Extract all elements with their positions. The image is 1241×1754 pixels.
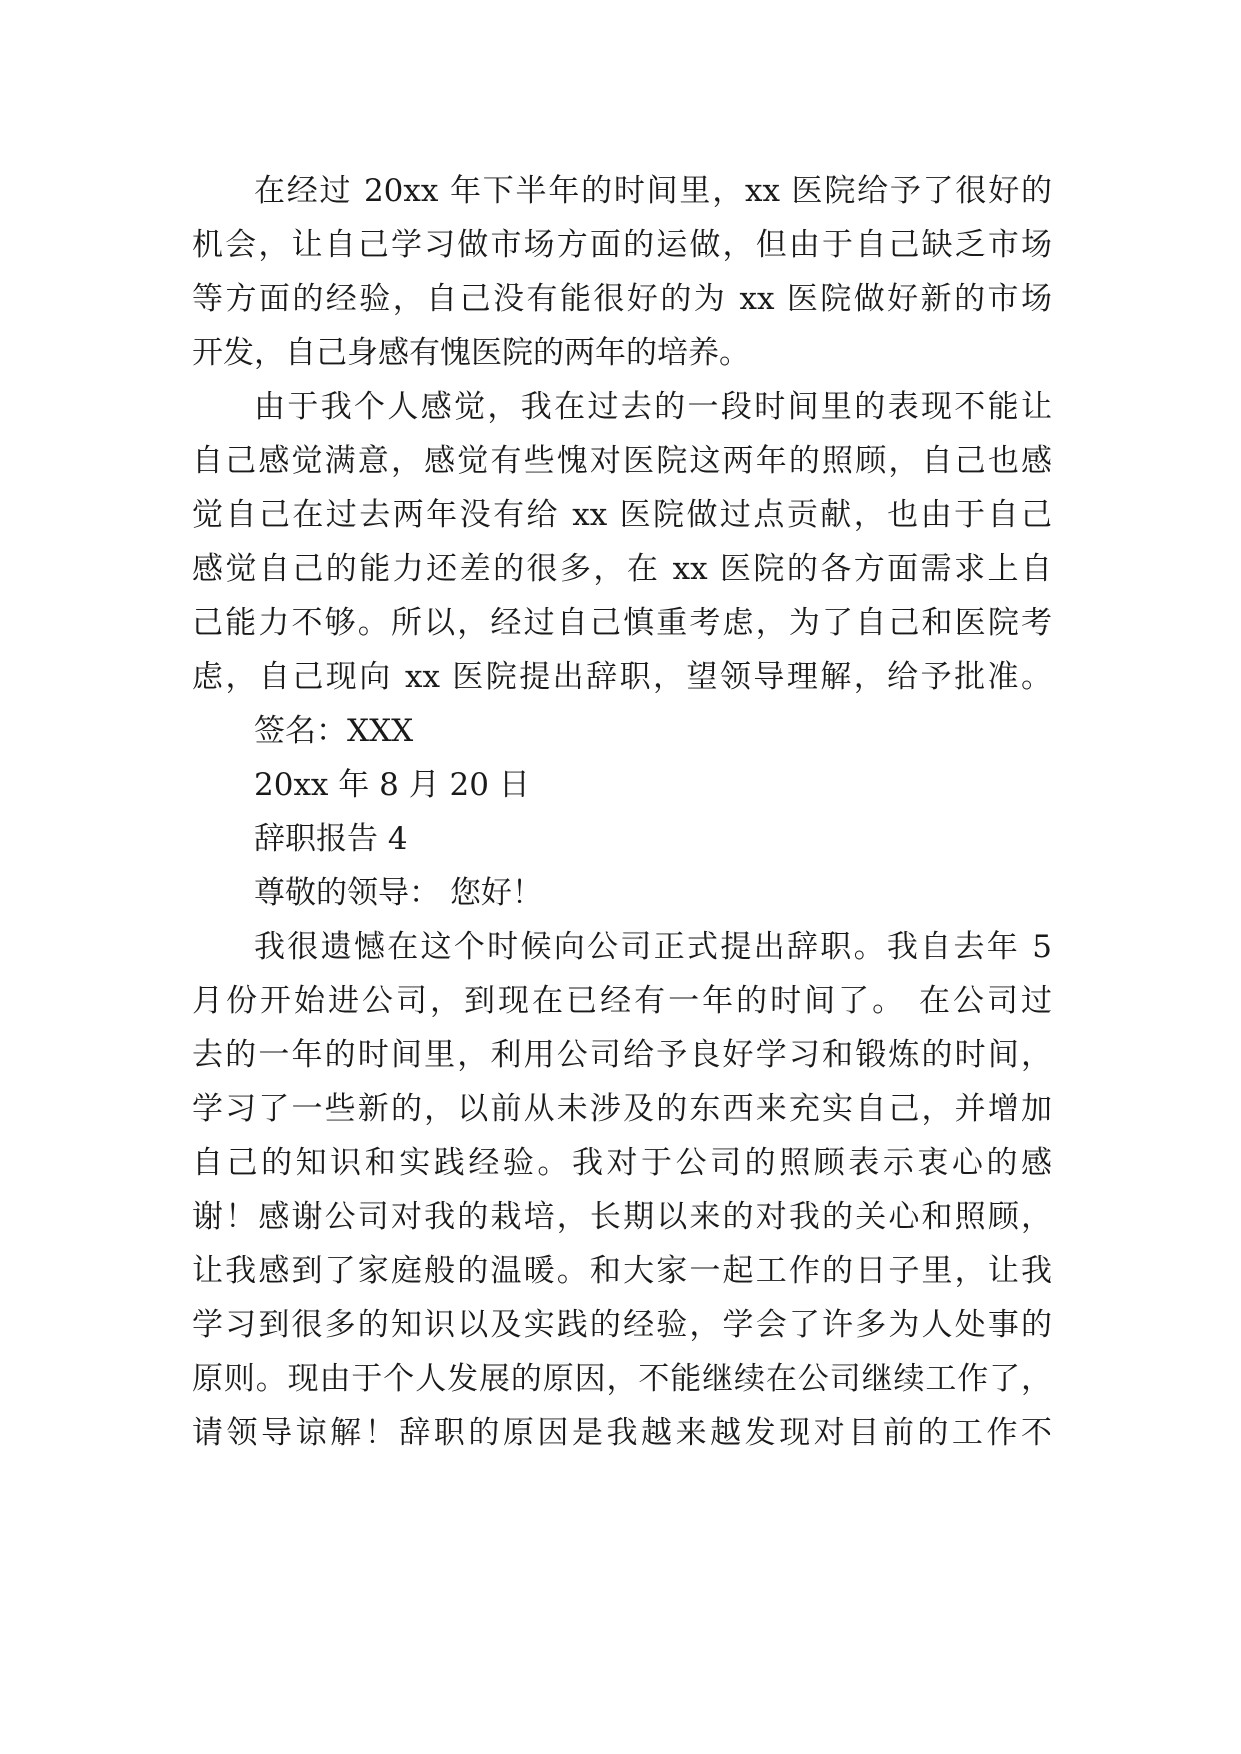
date-line: 20xx 年 8 月 20 日 <box>254 767 530 803</box>
text-line: 自己感觉满意，感觉有些愧对医院这两年的照顾，自己也感 <box>192 443 1052 479</box>
text-line: 机会，让自己学习做市场方面的运做，但由于自己缺乏市场 <box>192 227 1052 263</box>
text-line: 原则。现由于个人发展的原因，不能继续在公司继续工作了， <box>192 1361 1052 1397</box>
text-line: 我很遗憾在这个时候向公司正式提出辞职。我自去年 5 <box>254 929 1052 965</box>
text-line: 月份开始进公司，到现在已经有一年的时间了。 在公司过 <box>192 983 1052 1019</box>
text-line: 去的一年的时间里，利用公司给予良好学习和锻炼的时间， <box>192 1037 1052 1073</box>
text-line: 在经过 20xx 年下半年的时间里，xx 医院给予了很好的 <box>254 173 1052 209</box>
text-line: 虑，自己现向 xx 医院提出辞职，望领导理解，给予批准。 <box>192 659 1052 695</box>
text-line: 等方面的经验，自己没有能很好的为 xx 医院做好新的市场 <box>192 281 1052 317</box>
salutation: 尊敬的领导： 您好！ <box>254 875 543 911</box>
text-line: 觉自己在过去两年没有给 xx 医院做过点贡献，也由于自己 <box>192 497 1052 533</box>
section-title: 辞职报告 4 <box>254 821 408 857</box>
signature-line: 签名：XXX <box>254 713 414 749</box>
text-line: 由于我个人感觉，我在过去的一段时间里的表现不能让 <box>254 389 1052 425</box>
text-line: 请领导谅解！辞职的原因是我越来越发现对目前的工作不 <box>192 1415 1052 1451</box>
text-line: 己能力不够。所以，经过自己慎重考虑，为了自己和医院考 <box>192 605 1052 641</box>
text-line: 谢！感谢公司对我的栽培，长期以来的对我的关心和照顾， <box>192 1199 1052 1235</box>
text-line: 自己的知识和实践经验。我对于公司的照顾表示衷心的感 <box>192 1145 1052 1181</box>
text-line: 学习了一些新的，以前从未涉及的东西来充实自己，并增加 <box>192 1091 1052 1127</box>
text-line: 感觉自己的能力还差的很多，在 xx 医院的各方面需求上自 <box>192 551 1052 587</box>
text-line: 开发，自己身感有愧医院的两年的培养。 <box>192 335 750 371</box>
text-line: 让我感到了家庭般的温暖。和大家一起工作的日子里，让我 <box>192 1253 1052 1289</box>
text-line: 学习到很多的知识以及实践的经验，学会了许多为人处事的 <box>192 1307 1052 1343</box>
